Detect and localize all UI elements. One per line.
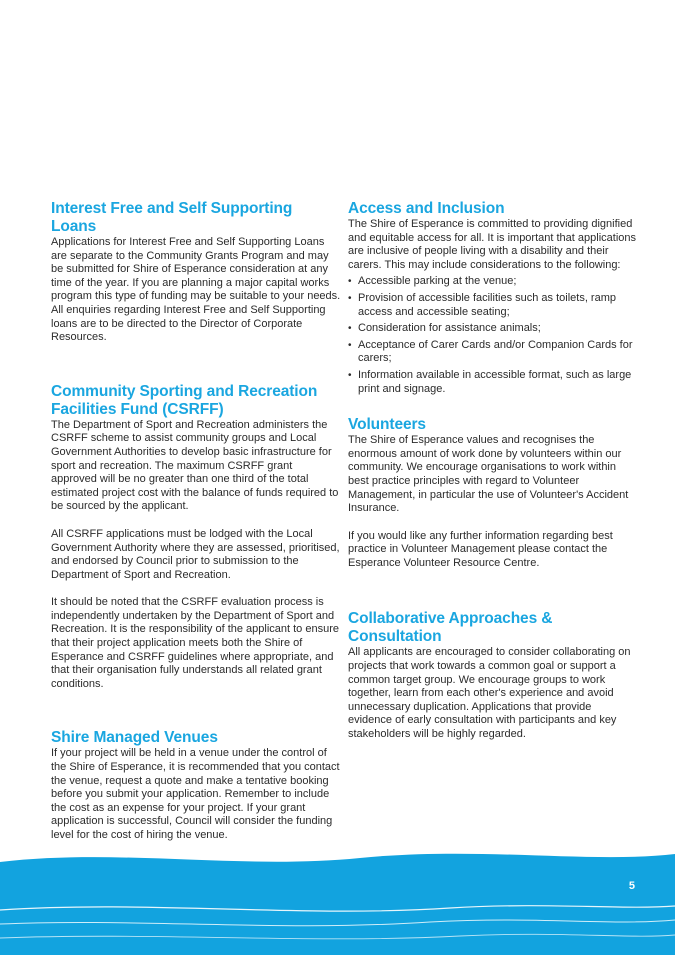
- section-shire-managed-venues: [51, 729, 341, 842]
- section-csrff: [51, 383, 341, 692]
- section-paragraph: If you would like any further information regarding best practice in Volunteer Management please contact the Esperance Volunteer Resource Centre.: [348, 529, 613, 569]
- wave-band: [0, 854, 675, 955]
- section-collaborative-approaches: [348, 610, 636, 741]
- section-body: The Shire of Esperance is committed to providing dignified and equitable access for all. It is important that applications are inclusive of people living with a disability and their carers. This may include considerations to the following:: [348, 218, 636, 271]
- list-item: • Acceptance of Carer Cards and/or Companion Cards for carers;: [348, 339, 636, 366]
- list-item: • Provision of accessible facilities such as toilets, ramp access and accessible seating;: [348, 292, 636, 319]
- section-heading: Shire Managed Venues: [51, 729, 218, 747]
- section-body: Applications for Interest Free and Self Supporting Loans are separate to the Community Grants Program and may be submitted for Shire of Esperance consideration at any time of the year. If you are planning a major capital works program this type of funding may be suitable to your needs. All enquiries regarding Interest Free and Self Supporting loans are to be directed to the Director of Corporate Resources.: [51, 236, 341, 344]
- section-interest-free-loans: [51, 200, 341, 345]
- access-list: [348, 275, 636, 396]
- section-heading: Collaborative Approaches & Consultation: [348, 610, 553, 646]
- section-body: If your project will be held in a venue under the control of the Shire of Esperance, it is recommended that you contact the venue, request a quote and make a tentative booking before you submit your application. Remember to include the cost as an expense for your project. If your grant application is successful, Council will consider the funding level for the cost of hiring the venue.: [51, 747, 340, 841]
- section-heading: Community Sporting and Recreation Facilities Fund (CSRFF): [51, 382, 318, 418]
- section-heading: Volunteers: [348, 416, 426, 434]
- section-heading: Interest Free and Self Supporting Loans: [51, 200, 293, 235]
- list-item: • Information available in accessible format, such as large print and signage.: [348, 369, 636, 396]
- footer-wave: [0, 840, 675, 955]
- section-paragraph: All CSRFF applications must be lodged with the Local Government Authority where they are assessed, prioritised, and endorsed by Council prior to submission to the Department of Sport and Recreation.: [51, 527, 340, 581]
- section-paragraph: The Shire of Esperance values and recognises the enormous amount of work done by volunteers within our community. We encourage organisations to work within best practice principles with regard to Volunteer Management, in particular the use of Volunteer's Accident Insurance.: [348, 434, 629, 515]
- page-number: 5: [628, 880, 635, 892]
- section-heading: Access and Inclusion: [348, 200, 505, 217]
- section-body: All applicants are encouraged to consider collaborating on projects that work towards a common goal or support a common target group. We encourage groups to work together, learn from each other's experience and avoid unnecessary duplication. Applications that provide evidence of early consultation with participants and key stakeholders will be highly regarded.: [348, 646, 631, 741]
- section-paragraph: The Department of Sport and Recreation administers the CSRFF scheme to assist community groups and Local Government Authorities to develop basic infrastructure for sport and recreation. The maximum CSRFF grant approved will be no greater than one third of the total estimated project cost with the balance of funds required to be sourced by the applicant.: [51, 418, 339, 513]
- left-column: [51, 200, 341, 843]
- list-item: • Consideration for assistance animals;: [348, 322, 636, 336]
- section-access-inclusion: [348, 200, 636, 396]
- section-paragraph: It should be noted that the CSRFF evaluation process is independently undertaken by the Department of Sport and Recreation. It is the responsibility of the applicant to ensure that their project application meets both the Shire of Esperance and CSRFF guidelines where appropriate, and that their organisation fully understands all related grant conditions.: [51, 596, 339, 690]
- right-column: [348, 200, 636, 742]
- list-item: • Accessible parking at the venue;: [348, 275, 636, 289]
- section-volunteers: [348, 416, 636, 570]
